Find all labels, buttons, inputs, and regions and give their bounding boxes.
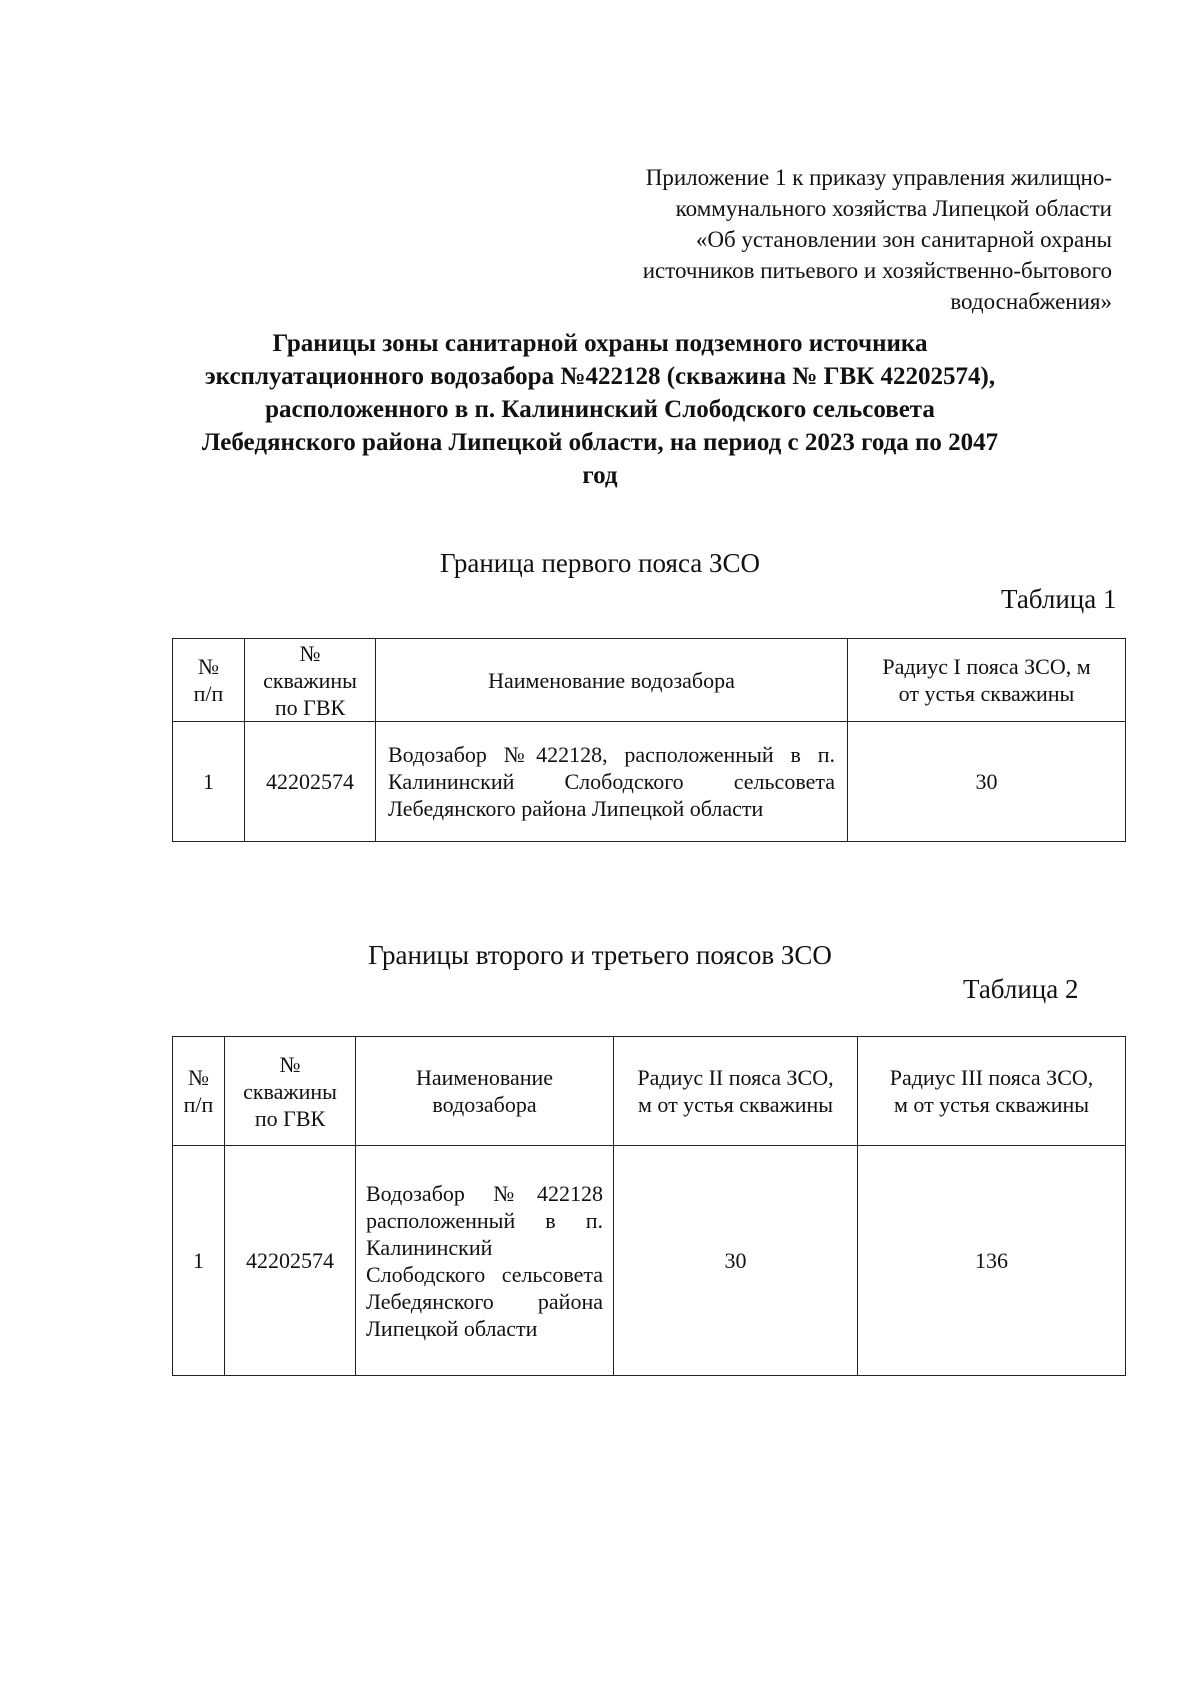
title-line: Лебедянского района Липецкой области, на период с 2023 года по 2047 — [201, 429, 999, 456]
table2-cell-well: 42202574 — [225, 1146, 356, 1376]
table2-header-well: № скважины по ГВК — [225, 1037, 356, 1146]
table1-cell-well: 42202574 — [245, 722, 376, 842]
table2-header-num: № п/п — [173, 1037, 225, 1146]
section2-heading: Границы второго и третьего поясов ЗСО — [368, 940, 832, 970]
annex-line: «Об установлении зон санитарной охраны — [695, 227, 1112, 252]
annex-line: Приложение 1 к приказу управления жилищно- — [645, 165, 1112, 190]
table2-cell-radius3: 136 — [858, 1146, 1126, 1376]
table1-header-well: № скважины по ГВК — [245, 639, 376, 722]
table2-header-radius2: Радиус II пояса ЗСО, м от устья скважины — [614, 1037, 858, 1146]
table1-header-num: № п/п — [173, 639, 245, 722]
table2 — [172, 1036, 1126, 1376]
table1-label: Таблица 1 — [1001, 584, 1117, 614]
table2-cell-radius2: 30 — [614, 1146, 858, 1376]
section1-heading: Граница первого пояса ЗСО — [439, 548, 761, 578]
annex-line: водоснабжения» — [950, 289, 1112, 314]
table2-cell-num: 1 — [173, 1146, 225, 1376]
table2-header-name: Наименование водозабора — [356, 1037, 614, 1146]
title-line: Границы зоны санитарной охраны подземного источника — [272, 330, 928, 357]
title-line: расположенного в п. Калининский Слободского сельсовета — [265, 396, 935, 423]
table2-header-radius3: Радиус III пояса ЗСО, м от устья скважины — [858, 1037, 1126, 1146]
title-line: эксплуатационного водозабора №422128 (скважина № ГВК 42202574), — [204, 363, 996, 390]
table1-header-row — [173, 639, 1126, 722]
table2-header-row — [173, 1037, 1126, 1146]
document-title — [150, 327, 1050, 492]
annex-note — [560, 162, 1112, 317]
table1-cell-radius: 30 — [848, 722, 1126, 842]
table-row — [173, 1146, 1126, 1376]
table2-label: Таблица 2 — [963, 974, 1079, 1004]
annex-line: источников питьевого и хозяйственно-бытового — [642, 258, 1112, 283]
table1-cell-name: Водозабор №422128, расположенный в п. Калининский Слободского сельсовета Лебедянского района Липецкой области — [376, 722, 848, 842]
table1-cell-num: 1 — [173, 722, 245, 842]
table-row — [173, 722, 1126, 842]
table1-header-radius: Радиус I пояса ЗСО, м от устья скважины — [848, 639, 1126, 722]
table1 — [172, 638, 1126, 842]
title-line: год — [582, 462, 618, 489]
table1-header-name: Наименование водозабора — [376, 639, 848, 722]
table2-cell-name: Водозабор №422128 расположенный в п. Калининский Слободского сельсовета Лебедянского района Липецкой области — [356, 1146, 614, 1376]
annex-line: коммунального хозяйства Липецкой области — [675, 196, 1112, 221]
